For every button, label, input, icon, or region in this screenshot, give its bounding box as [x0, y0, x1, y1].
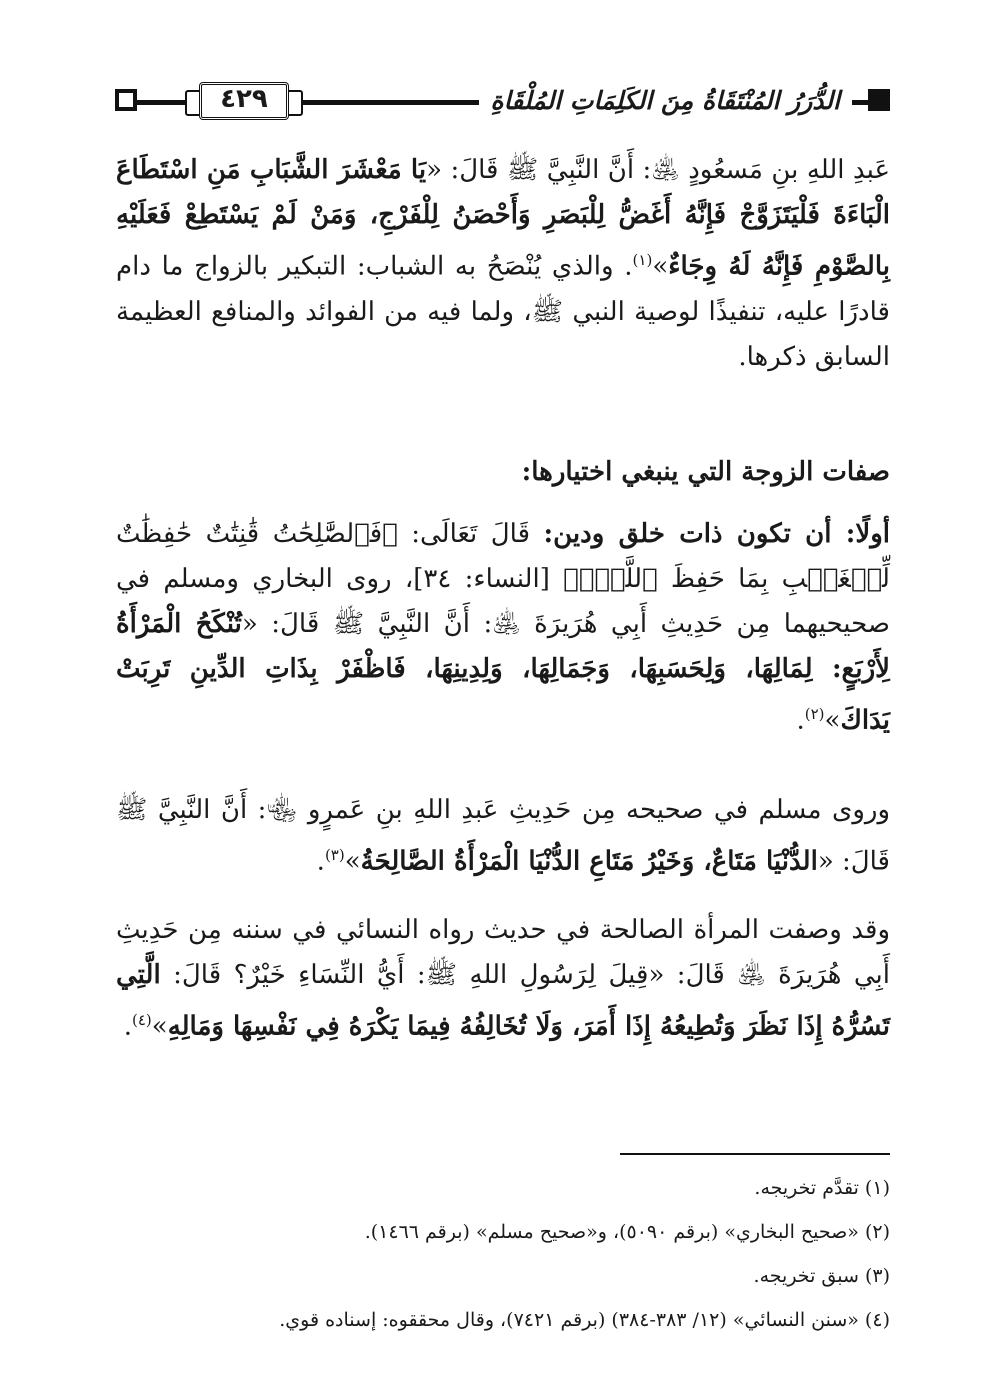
text-run: »: [151, 1011, 168, 1042]
footnote-ref[interactable]: (٤): [131, 1011, 152, 1029]
footnote-1: (١) تقدَّم تخريجه.: [754, 1177, 890, 1199]
text-run: .: [123, 1011, 132, 1042]
footnote-separator: [620, 1153, 890, 1155]
footnote-ref[interactable]: (٣): [324, 846, 345, 864]
paragraph-1: [116, 148, 890, 380]
text-run: وروى مسلم في صحيحه مِن حَدِيثِ عَبدِ اللهِ بنِ عَمرٍو ﵄: أَنَّ النَّبِيَّ ﷺ قَالَ: «: [116, 795, 890, 877]
section-heading: صفات الزوجة التي ينبغي اختيارها:: [521, 457, 890, 487]
book-title: الدُّرَرُ المُنْتَقَاةُ مِنَ الكَلِمَاتِ المُلْقَاةِ: [479, 78, 852, 124]
subheading: أولًا: أن تكون ذات خلق ودين:: [543, 519, 890, 549]
paragraph-3: [116, 788, 890, 885]
text-run: قَالَ تَعَالَى: ﴿فَٱلصَّٰلِحَٰتُ قَٰنِتَٰتٌ حَٰفِظَٰتٌ لِّلۡغَيۡبِ بِمَا حَفِظَ ٱللَّهُۚ﴾ [النساء: ٣٤]، روى البخاري ومسلم في صحيحيهما مِن حَدِيثِ أَبِي هُرَيرَةَ ﵁: أَنَّ النَّبِيَّ ﷺ قَالَ: «: [116, 519, 890, 639]
footnote-3: (٣) سبق تخريجه.: [753, 1265, 890, 1287]
hadith-text: يَا مَعْشَرَ الشَّبَابِ مَنِ اسْتَطَاعَ الْبَاءَةَ فَلْيَتَزَوَّجْ فَإِنَّهُ أَغَضُّ لِلْبَصَرِ وَأَحْصَنُ لِلْفَرْجِ، وَمَنْ لَمْ يَسْتَطِعْ فَعَلَيْهِ بِالصَّوْمِ فَإِنَّهُ لَهُ وِجَاءٌ: [116, 155, 890, 282]
hadith-text: الدُّنْيَا مَتَاعٌ، وَخَيْرُ مَتَاعِ الدُّنْيَا الْمَرْأَةُ الصَّالِحَةُ: [360, 846, 818, 877]
running-header: [115, 78, 890, 128]
text-run: »: [652, 251, 669, 282]
page-number-frame: [185, 80, 303, 122]
footnote-4: (٤) «سنن النسائي» (١٢/ ٣٨٣-٣٨٤) (برقم ٧٤٢١)، وقال محققوه: إسناده قوي.: [279, 1309, 890, 1331]
footnote-ref[interactable]: (٢): [804, 705, 825, 723]
section-heading-block: [116, 450, 890, 495]
text-run: »: [344, 846, 361, 877]
hadith-text: تُنْكَحُ الْمَرْأَةُ لِأَرْبَعٍ: لِمَالِهَا، وَلِحَسَبِهَا، وَجَمَالِهَا، وَلِدِينِهَا، فَاظْفَرْ بِذَاتِ الدِّينِ تَرِبَتْ يَدَاكَ: [116, 609, 890, 736]
hadith-text: الَّتِي تَسُرُّهُ إِذَا نَظَرَ وَتُطِيعُهُ إِذَا أَمَرَ، وَلَا تُخَالِفُهُ فِيمَا يَكْرَهُ فِي نَفْسِهَا وَمَالِهِ: [116, 960, 890, 1042]
header-ornament-right: [868, 89, 890, 111]
header-ornament-left: [115, 89, 137, 111]
text-run: وقد وصفت المرأة الصالحة في حديث رواه النسائي في سننه مِن حَدِيثِ أَبِي هُرَيرَةَ ﵁ قَالَ: «قِيلَ لِرَسُولِ اللهِ ﷺ: أَيُّ النِّسَاءِ خَيْرٌ؟ قَالَ:: [116, 915, 890, 990]
page-number: ٤٢٩: [220, 84, 268, 114]
text-run: .: [796, 705, 805, 736]
text-run: عَبدِ اللهِ بنِ مَسعُودٍ ﵁: أَنَّ النَّبِيَّ ﷺ قَالَ: «: [426, 155, 891, 185]
footnote-2: (٢) «صحيح البخاري» (برقم ٥٠٩٠)، و«صحيح مسلم» (برقم ١٤٦٦).: [364, 1221, 890, 1243]
footnote-ref[interactable]: (١): [632, 251, 653, 269]
text-run: .: [316, 846, 325, 877]
paragraph-2: [116, 512, 890, 744]
paragraph-4: [116, 908, 890, 1050]
text-run: . والذي يُنْصَحُ به الشباب: التبكير بالزواج ما دام قادرًا عليه، تنفيذًا لوصية النبي ﷺ، ولما فيه من الفوائد والمنافع العظيمة السابق ذكرها.: [116, 251, 890, 372]
text-run: »: [824, 705, 841, 736]
